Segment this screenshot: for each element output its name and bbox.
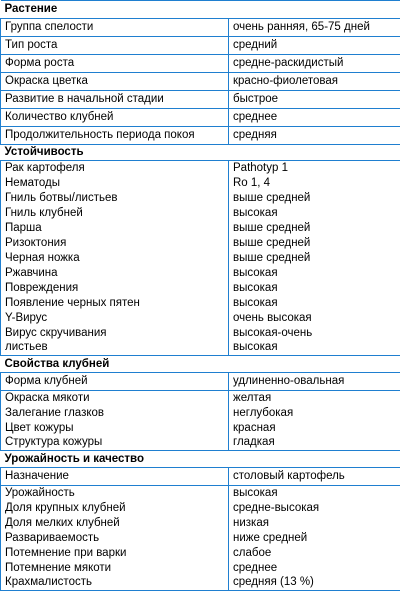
property-value: высокая (229, 281, 400, 296)
property-value: высокая (229, 296, 400, 311)
property-label: Потемнение при варки (1, 546, 229, 561)
table-row (1, 91, 400, 109)
property-value: высокая (229, 266, 400, 281)
table-row (1, 109, 400, 127)
property-value: гладкая (229, 436, 400, 451)
table-row (1, 176, 400, 191)
property-label: Потемнение мякоти (1, 561, 229, 576)
property-label: Черная ножка (1, 251, 229, 266)
property-label: Количество клубней (1, 109, 229, 127)
property-value: высокая (229, 341, 400, 356)
table-row (1, 406, 400, 421)
table-row (1, 341, 400, 356)
property-value: выше средней (229, 251, 400, 266)
section-title: Урожайность и качество (1, 451, 400, 468)
table-row (1, 236, 400, 251)
property-label: Окраска цветка (1, 73, 229, 91)
property-value: очень ранняя, 65-75 дней (229, 19, 400, 37)
property-value: Pathotyp 1 (229, 161, 400, 176)
property-label: Группа спелости (1, 19, 229, 37)
table-row (1, 486, 400, 501)
property-value: слабое (229, 546, 400, 561)
table-row (1, 206, 400, 221)
property-value: средняя (13 %) (229, 576, 400, 591)
table-row (1, 296, 400, 311)
property-label: Парша (1, 221, 229, 236)
table-row (1, 531, 400, 546)
section-title: Устойчивость (1, 145, 400, 161)
section-title: Свойства клубней (1, 356, 400, 373)
table-row (1, 73, 400, 91)
table-row (1, 191, 400, 206)
property-value: высокая (229, 486, 400, 501)
property-value: удлиненно-овальная (229, 373, 400, 391)
table-row (1, 373, 400, 391)
property-value: выше средней (229, 221, 400, 236)
section-header (1, 1, 400, 19)
property-label: Тип роста (1, 37, 229, 55)
property-label: Вирус скручивания (1, 326, 229, 341)
section-header (1, 451, 400, 468)
table-row (1, 221, 400, 236)
table-row (1, 19, 400, 37)
property-value: низкая (229, 516, 400, 531)
table-body (1, 1, 400, 591)
table-row (1, 391, 400, 406)
property-value: среднее (229, 561, 400, 576)
property-value: выше средней (229, 236, 400, 251)
property-label: Доля мелких клубней (1, 516, 229, 531)
table-row (1, 436, 400, 451)
property-label: Назначение (1, 468, 229, 486)
property-value: желтая (229, 391, 400, 406)
property-value: Ro 1, 4 (229, 176, 400, 191)
property-value: средний (229, 37, 400, 55)
property-label: Развариваемость (1, 531, 229, 546)
table-row (1, 266, 400, 281)
property-label: Ржавчина (1, 266, 229, 281)
table-row (1, 311, 400, 326)
property-value: красно-фиолетовая (229, 73, 400, 91)
table-row (1, 161, 400, 176)
property-label: Появление черных пятен (1, 296, 229, 311)
property-value: высокая (229, 206, 400, 221)
table-row (1, 55, 400, 73)
property-value: средне-высокая (229, 501, 400, 516)
table-row (1, 281, 400, 296)
property-label: Нематоды (1, 176, 229, 191)
property-label: Доля крупных клубней (1, 501, 229, 516)
table-row (1, 37, 400, 55)
property-label: Продолжительность периода покоя (1, 127, 229, 145)
property-value: очень высокая (229, 311, 400, 326)
property-label: Крахмалистость (1, 576, 229, 591)
property-label: Форма роста (1, 55, 229, 73)
property-value: красная (229, 421, 400, 436)
table-row (1, 251, 400, 266)
table-row (1, 127, 400, 145)
property-value: средне-раскидистый (229, 55, 400, 73)
property-label: Y-Вирус (1, 311, 229, 326)
property-label: Окраска мякоти (1, 391, 229, 406)
property-label: Гниль клубней (1, 206, 229, 221)
property-label: Ризоктония (1, 236, 229, 251)
property-value: выше средней (229, 191, 400, 206)
property-label: Рак картофеля (1, 161, 229, 176)
property-label: Повреждения (1, 281, 229, 296)
section-title: Растение (1, 1, 400, 19)
property-value: быстрое (229, 91, 400, 109)
property-value: ниже средней (229, 531, 400, 546)
table-row (1, 468, 400, 486)
property-label: Залегание глазков (1, 406, 229, 421)
property-label: листьев (1, 341, 229, 356)
table-row (1, 516, 400, 531)
property-label: Урожайность (1, 486, 229, 501)
property-label: Форма клубней (1, 373, 229, 391)
property-value: высокая-очень (229, 326, 400, 341)
table-row (1, 546, 400, 561)
property-label: Гниль ботвы/листьев (1, 191, 229, 206)
table-row (1, 501, 400, 516)
property-label: Структура кожуры (1, 436, 229, 451)
section-header (1, 356, 400, 373)
table-row (1, 561, 400, 576)
section-header (1, 145, 400, 161)
property-value: среднее (229, 109, 400, 127)
property-value: средняя (229, 127, 400, 145)
table-row (1, 576, 400, 591)
table-row (1, 421, 400, 436)
property-label: Развитие в начальной стадии (1, 91, 229, 109)
property-label: Цвет кожуры (1, 421, 229, 436)
table-row (1, 326, 400, 341)
property-value: столовый картофель (229, 468, 400, 486)
property-value: неглубокая (229, 406, 400, 421)
